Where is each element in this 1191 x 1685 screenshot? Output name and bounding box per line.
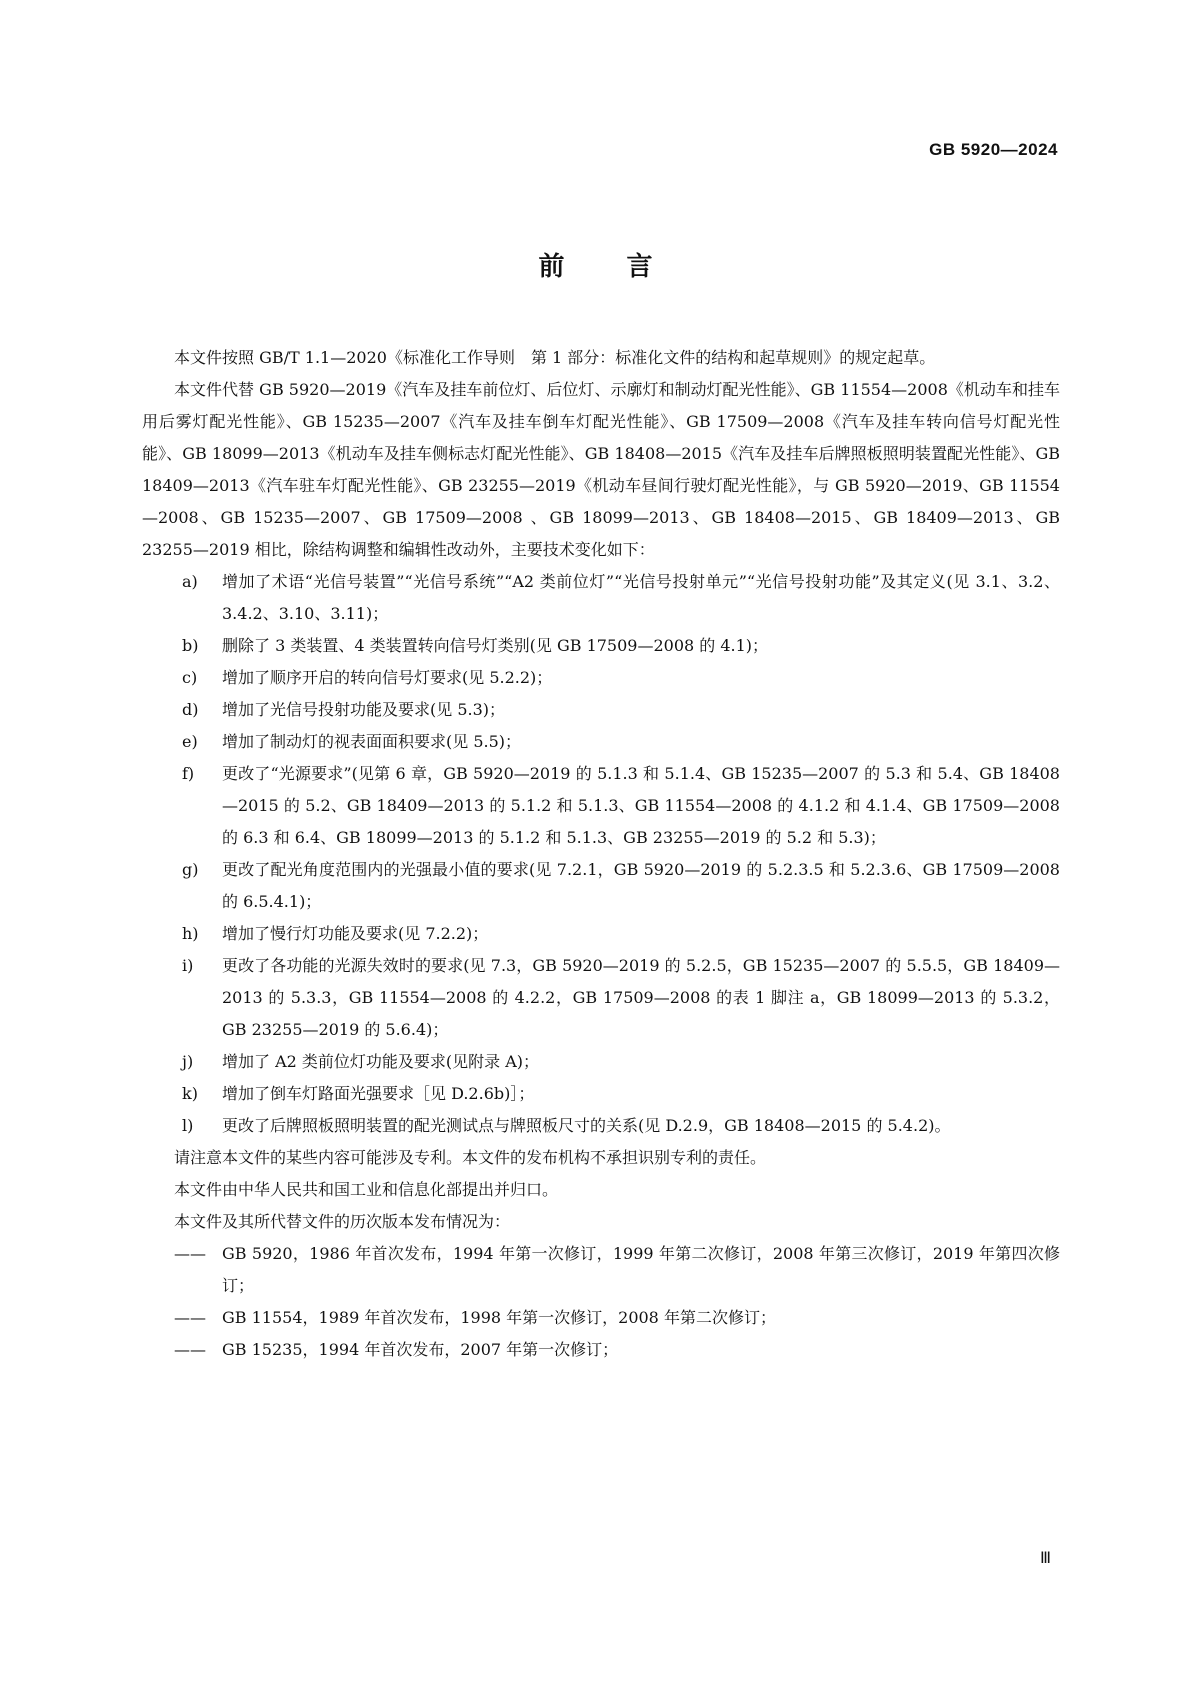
list-item-label: j) (182, 1052, 194, 1071)
list-item-text: 增加了 A2 类前位灯功能及要求(见附录 A)； (222, 1052, 540, 1071)
list-item (182, 1110, 1060, 1142)
list-item (182, 694, 1060, 726)
list-item-label: h) (182, 924, 199, 943)
list-item-label: l) (182, 1116, 194, 1135)
list-item-label: b) (182, 636, 199, 655)
history-dash: —— (174, 1340, 206, 1359)
list-item-text: 更改了后牌照板照明装置的配光测试点与牌照板尺寸的关系(见 D.2.9，GB 18408—2015 的 5.4.2)。 (222, 1116, 951, 1135)
list-item-text: 增加了倒车灯路面光强要求［见 D.2.6b)］； (222, 1084, 535, 1103)
list-item (182, 566, 1060, 630)
paragraph-proposer: 本文件由中华人民共和国工业和信息化部提出并归口。 (174, 1180, 559, 1199)
history-text: GB 11554，1989 年首次发布，1998 年第一次修订，2008 年第二次修订； (222, 1308, 776, 1327)
list-item-label: a) (182, 572, 198, 591)
history-item (174, 1334, 1060, 1366)
list-item (182, 630, 1060, 662)
list-item-text: 更改了“光源要求”(见第 6 章，GB 5920—2019 的 5.1.3 和 5.1.4、GB 15235—2007 的 5.3 和 5.4、GB 18408—2015 的 5.2、GB 18409—2013 的 5.1.2 和 5.1.3、GB 11554—2008 的 4.1.2 和 4.1.4、GB 17509—2008 的 6.3 和 6.4、GB 18099—2013 的 5.1.2 和 5.1.3、GB 23255—2019 的 5.2 和 5.3)； (222, 764, 1060, 847)
paragraph-history-intro: 本文件及其所代替文件的历次版本发布情况为： (174, 1212, 511, 1231)
list-item (182, 758, 1060, 854)
changes-list (142, 566, 1060, 1142)
paragraph-patent-notice: 请注意本文件的某些内容可能涉及专利。本文件的发布机构不承担识别专利的责任。 (174, 1148, 767, 1167)
history-item (174, 1302, 1060, 1334)
history-dash: —— (174, 1308, 206, 1327)
list-item-label: k) (182, 1084, 198, 1103)
list-item (182, 918, 1060, 950)
standard-code: GB 5920—2024 (929, 140, 1058, 159)
list-item (182, 950, 1060, 1046)
history-text: GB 5920，1986 年首次发布，1994 年第一次修订，1999 年第二次修订，2008 年第三次修订，2019 年第四次修订； (222, 1244, 1060, 1295)
history-text: GB 15235，1994 年首次发布，2007 年第一次修订； (222, 1340, 619, 1359)
list-item (182, 1046, 1060, 1078)
history-list (142, 1238, 1060, 1366)
history-item (174, 1238, 1060, 1302)
list-item-text: 增加了慢行灯功能及要求(见 7.2.2)； (222, 924, 489, 943)
list-item-label: f) (182, 764, 195, 783)
list-item-label: g) (182, 860, 199, 879)
document-body (142, 342, 1060, 1366)
list-item-label: i) (182, 956, 194, 975)
list-item-text: 更改了各功能的光源失效时的要求(见 7.3，GB 5920—2019 的 5.2.5，GB 15235—2007 的 5.5.5，GB 18409—2013 的 5.3.3，GB 11554—2008 的 4.2.2，GB 17509—2008 的表 1 脚注 a，GB 18099—2013 的 5.3.2，GB 23255—2019 的 5.6.4)； (222, 956, 1060, 1039)
list-item (182, 662, 1060, 694)
list-item (182, 1078, 1060, 1110)
list-item (182, 854, 1060, 918)
list-item-label: d) (182, 700, 199, 719)
list-item-text: 增加了术语“光信号装置”“光信号系统”“A2 类前位灯”“光信号投射单元”“光信号投射功能”及其定义(见 3.1、3.2、3.4.2、3.10、3.11)； (222, 572, 1060, 623)
list-item-text: 删除了 3 类装置、4 类装置转向信号灯类别(见 GB 17509—2008 的 4.1)； (222, 636, 769, 655)
list-item-label: c) (182, 668, 198, 687)
list-item-text: 更改了配光角度范围内的光强最小值的要求(见 7.2.1，GB 5920—2019 的 5.2.3.5 和 5.2.3.6、GB 17509—2008 的 6.5.4.1)； (222, 860, 1060, 911)
paragraph-replacement: 本文件代替 GB 5920—2019《汽车及挂车前位灯、后位灯、示廓灯和制动灯配光性能》、GB 11554—2008《机动车和挂车用后雾灯配光性能》、GB 15235—2007《汽车及挂车倒车灯配光性能》、GB 17509—2008《汽车及挂车转向信号灯配光性能》、GB 18099—2013《机动车及挂车侧标志灯配光性能》、GB 18408—2015《汽车及挂车后牌照板照明装置配光性能》、GB 18409—2013《汽车驻车灯配光性能》、GB 23255—2019《机动车昼间行驶灯配光性能》，与 GB 5920—2019、GB 11554—2008、GB 15235—2007、GB 17509—2008 、GB 18099—2013、GB 18408—2015、GB 18409—2013、GB 23255—2019 相比，除结构调整和编辑性改动外，主要技术变化如下： (142, 380, 1060, 559)
list-item-text: 增加了顺序开启的转向信号灯要求(见 5.2.2)； (222, 668, 553, 687)
list-item-text: 增加了光信号投射功能及要求(见 5.3)； (222, 700, 506, 719)
page-number: Ⅲ (1039, 1550, 1051, 1567)
list-item-text: 增加了制动灯的视表面面积要求(见 5.5)； (222, 732, 522, 751)
paragraph-drafting-basis: 本文件按照 GB/T 1.1—2020《标准化工作导则 第 1 部分：标准化文件的结构和起草规则》的规定起草。 (174, 348, 936, 367)
history-dash: —— (174, 1244, 206, 1263)
list-item-label: e) (182, 732, 198, 751)
list-item (182, 726, 1060, 758)
page-title: 前言 (538, 252, 715, 282)
